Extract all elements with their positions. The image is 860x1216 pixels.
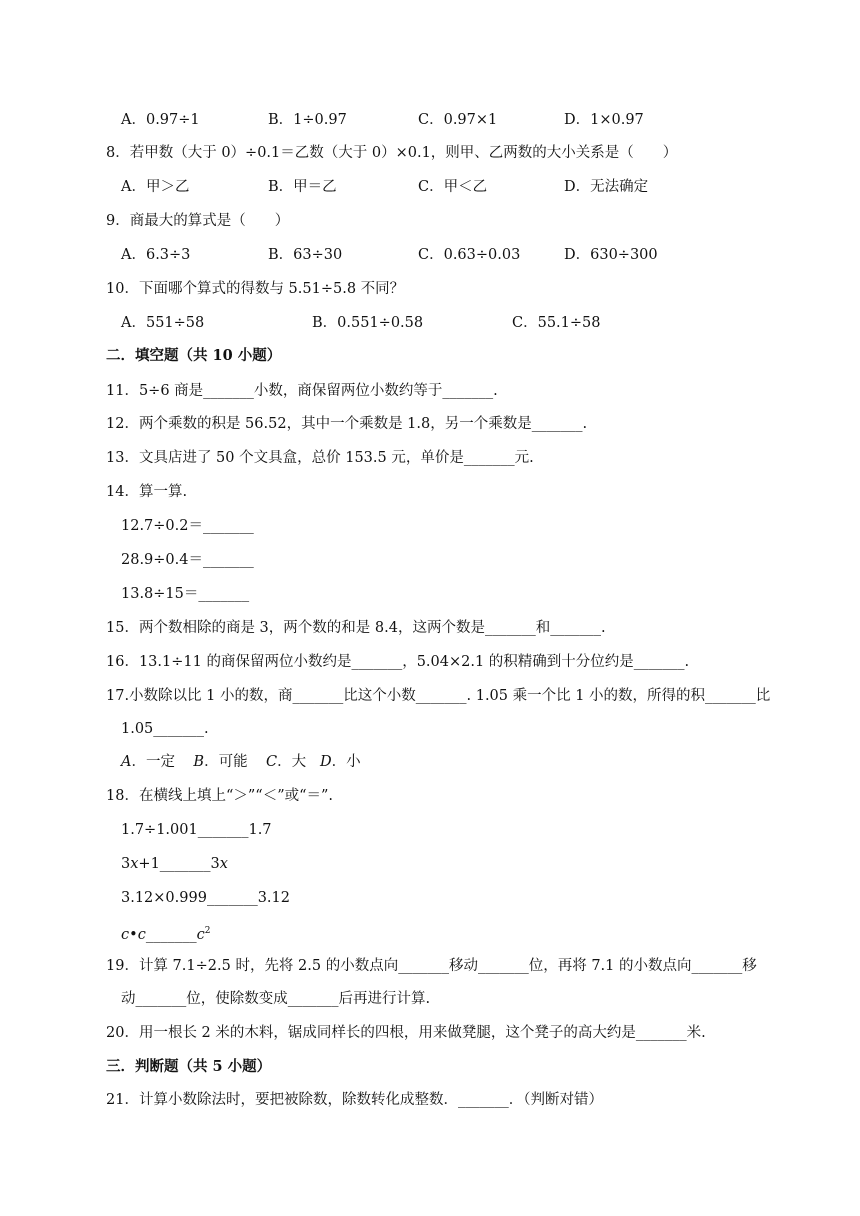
q18-item-4: $c•c\_\_\_\_\_\_\_c^2$	[121, 926, 211, 943]
q17-choices	[121, 752, 361, 772]
q10-stem: 10．下面哪个算式的得数与 5.51÷5.8 不同？	[106, 281, 405, 297]
q11: 11．5÷6 商是_______小数，商保留两位小数约等于_______.	[106, 383, 498, 399]
q17-line-2: 1.05_______.	[121, 721, 209, 737]
q19-line-2: 动_______位，使除数变成_______后再进行计算.	[121, 991, 431, 1007]
q17-choice-b[interactable]: B．可能	[193, 754, 248, 770]
q9-option-b[interactable]: B．63÷30	[268, 247, 343, 263]
q20: 20．用一根长 2 米的木料，锯成同样长的四根，用来做凳腿，这个凳子的高大约是_______米.	[106, 1025, 706, 1041]
q16: 16．13.1÷11 的商保留两位小数约是_______，5.04×2.1 的积精确到十分位约是_______.	[106, 654, 690, 670]
q8-stem: 8．若甲数（大于 0）÷0.1＝乙数（大于 0）×0.1，则甲、乙两数的大小关系是（ ）	[106, 145, 678, 161]
q10-option-b[interactable]: B．0.551÷0.58	[312, 315, 424, 331]
q9-option-d[interactable]: D．630÷300	[564, 247, 658, 263]
q8-option-a[interactable]: A．甲＞乙	[121, 179, 190, 195]
section-heading-fill-in: 二．填空题（共 10 小题）	[106, 347, 282, 364]
q10-option-c[interactable]: C．55.1÷58	[512, 315, 601, 331]
q9-option-a[interactable]: A．6.3÷3	[121, 247, 191, 263]
q13: 13．文具店进了 50 个文具盒，总价 153.5 元，单价是_______元.	[106, 450, 534, 466]
section-heading-true-false: 三．判断题（共 5 小题）	[106, 1058, 272, 1075]
q7-option-b[interactable]: B．1÷0.97	[268, 112, 347, 128]
q7-option-a[interactable]: A．0.97÷1	[121, 112, 200, 128]
q21: 21．计算小数除法时，要把被除数，除数转化成整数．_______．（判断对错）	[106, 1092, 603, 1108]
q14-item-3: 13.8÷15＝_______	[121, 586, 250, 602]
q18-stem: 18．在横线上填上“＞”“＜”或“＝”.	[106, 788, 334, 804]
q17-line-1: 17.小数除以比 1 小的数，商_______比这个小数_______. 1.05 乘一个比 1 小的数，所得的积_______比	[106, 688, 771, 704]
q14-item-1: 12.7÷0.2＝_______	[121, 518, 254, 534]
q18-item-1: 1.7÷1.001_______1.7	[121, 822, 272, 838]
q8-option-b[interactable]: B．甲＝乙	[268, 179, 337, 195]
q7-option-c[interactable]: C．0.97×1	[418, 112, 498, 128]
q14-item-2: 28.9÷0.4＝_______	[121, 552, 254, 568]
q8-option-d[interactable]: D．无法确定	[564, 179, 649, 195]
q9-option-c[interactable]: C．0.63÷0.03	[418, 247, 521, 263]
q15: 15．两个数相除的商是 3，两个数的和是 8.4，这两个数是_______和_______.	[106, 620, 606, 636]
q18-item-2: 3x+1_______3x	[121, 856, 228, 872]
q17-choice-c[interactable]: C．大	[266, 754, 307, 770]
q17-choice-a[interactable]: A．一定	[121, 754, 175, 770]
q10-option-a[interactable]: A．551÷58	[121, 315, 205, 331]
q19-line-1: 19．计算 7.1÷2.5 时，先将 2.5 的小数点向_______移动_______位，再将 7.1 的小数点向_______移	[106, 958, 757, 974]
q7-option-d[interactable]: D．1×0.97	[564, 112, 644, 128]
q17-choice-d[interactable]: D．小	[319, 754, 361, 770]
q12: 12．两个乘数的积是 56.52，其中一个乘数是 1.8，另一个乘数是_______.	[106, 416, 588, 432]
q14-stem: 14．算一算.	[106, 484, 188, 500]
q18-item-3: 3.12×0.999_______3.12	[121, 890, 290, 906]
q9-stem: 9．商最大的算式是（ ）	[106, 213, 290, 229]
q8-option-c[interactable]: C．甲＜乙	[418, 179, 488, 195]
